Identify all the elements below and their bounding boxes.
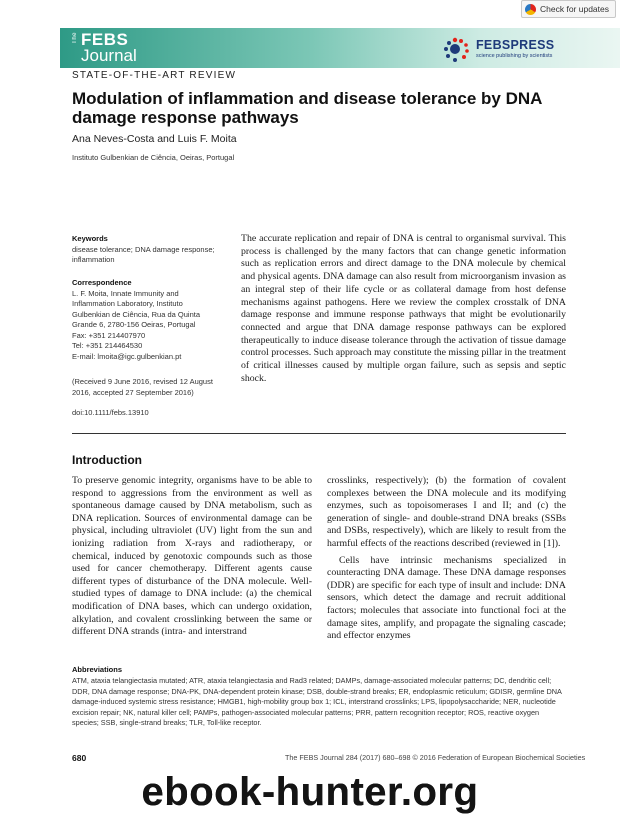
abstract: The accurate replication and repair of DNA is central to organismal survival. This process is challenged by the many factors that can change genetic information such as replication errors and direct damage to the DNA molecule by chemical and physical agents. DNA damage can also result from microorganism invasion as an integral step of their life cycle or as collateral damage from host defense mechanisms against pathogens. Here we review the complex crosstalk of DNA damage response and immune response pathways that might be evolutionarily connected and argue that DNA damage response pathways can be explored therapeutically to induce disease tolerance through the activation of tissue damage control processes. Such approach may constitute the missing pillar in the treatment of critical illnesses caused by multiple organ failure, such as sepsis and septic shock.: [241, 233, 566, 384]
received-line: (Received 9 June 2016, revised 12 August: [72, 377, 213, 386]
footer-citation: The FEBS Journal 284 (2017) 680–698 © 2016 Federation of European Biochemical Societies: [285, 753, 586, 762]
correspondence-fax: Fax: +351 214407970: [72, 330, 146, 340]
correspondence-line: Inflammation Laboratory, Instituto: [72, 299, 183, 308]
keywords-heading: Keywords: [72, 234, 108, 243]
febs-press-name: FEBSPRESS: [476, 38, 555, 52]
page-number: 680: [72, 753, 87, 763]
abbreviations-heading: Abbreviations: [72, 665, 123, 674]
correspondence-tel: Tel: +351 214464530: [72, 341, 143, 350]
received-line: 2016, accepted 27 September 2016): [72, 387, 194, 397]
logo-journal: Journal: [81, 46, 137, 65]
correspondence-line: Grande 6, 2780-156 Oeiras, Portugal: [72, 320, 196, 329]
watermark: ebook-hunter.org: [0, 770, 620, 815]
correspondence-heading: Correspondence: [72, 278, 132, 287]
abbreviations-text: ATM, ataxia telangiectasia mutated; ATR, ataxia telangiectasia and Rad3 related; DAMPs, damage-associated molecular patterns; DC, dendritic cell; DDR, DNA damage response; DNA-PK, DNA-dependent protein kinase; DSB, double-strand breaks; ER, endoplasmic reticulum; GDISR, germline DNA damage-induced systemic stress resistance; HMGB1, high-mobility group box 1; ICL, interstrand crosslinks; LPS, lipopolysaccharide; NER, nucleotide excision repair; NK, natural killer cell; PAMPs, pathogen-associated molecular patterns; PRR, pattern recognition receptor; ROS, reactive oxygen species; SSB, single-strand breaks; TLR, Toll-like receptor.: [72, 676, 562, 728]
keywords-line: disease tolerance; DNA damage response;: [72, 244, 215, 254]
correspondence-email[interactable]: E-mail: lmoita@igc.gulbenkian.pt: [72, 351, 182, 361]
febs-press-dots-icon: [442, 37, 472, 63]
febs-press-logo: [442, 37, 592, 63]
authors: Ana Neves-Costa and Luis F. Moita: [72, 133, 237, 145]
correspondence-block: [72, 278, 232, 362]
affiliation: Instituto Gulbenkian de Ciência, Oeiras, Portugal: [72, 153, 235, 162]
introduction-heading: Introduction: [72, 453, 142, 467]
febs-press-tagline: science publishing by scientists: [476, 53, 553, 59]
correspondence-line: Gulbenkian de Ciência, Rua da Quinta: [72, 309, 200, 319]
keywords-block: [72, 234, 232, 266]
check-for-updates-button[interactable]: [521, 0, 616, 18]
crossmark-icon: [525, 4, 536, 15]
section-label: STATE-OF-THE-ART REVIEW: [72, 70, 237, 81]
intro-paragraph: crosslinks, respectively); (b) the formation of covalent complexes between the DNA molecule and its modifying enzymes, such as topoisomerases I and II; and (c) the generation of single- and double-strand DNA breaks (SSBs and DSBs, respectively), which are likely to result from the harmful effects of the reactions described (reviewed in [1]).: [327, 475, 566, 549]
section-divider: [72, 433, 566, 434]
logo-the: The: [72, 32, 78, 44]
doi-link[interactable]: doi:10.1111/febs.13910: [72, 408, 149, 417]
introduction-column-1: To preserve genomic integrity, organisms have to be able to respond to aggressions from the environment as well as spontaneous damage caused by DNA metabolism, such as DNA replication. Sources of environmental damage can be physical, including ultraviolet (UV) light from the sun and ionizing radiation from X-rays and radiotherapy, or chemical, induced by genotoxic compounds such as those used for cancer chemotherapy. Different agents cause different types of disturbance of the DNA molecule. Well-studied types of damage to DNA include: (a) the chemical modification of DNA bases, which can undergo oxidation, alkylation, and covalent crosslinking between the same or different DNA strands (intra- and interstrand: [72, 475, 312, 638]
keywords-line: inflammation: [72, 255, 115, 264]
check-for-updates-label: Check for updates: [540, 4, 609, 14]
logo-febs: FEBS: [81, 30, 129, 49]
article-title: Modulation of inflammation and disease tolerance by DNA damage response pathways: [72, 89, 542, 127]
received-dates: [72, 377, 232, 398]
intro-paragraph: Cells have intrinsic mechanisms specialized in counteracting DNA damage. These DNA damage responses (DDR) are specific for each type of insult and include: DNA sensors, which detect the damage and recruit additional factors; molecules that associate into functional foci at the damage sites, amplify, and propagate the signaling cascade; and effector enzymes: [327, 554, 566, 642]
correspondence-line: L. F. Moita, Innate Immunity and: [72, 288, 179, 298]
introduction-column-2: [327, 475, 566, 643]
